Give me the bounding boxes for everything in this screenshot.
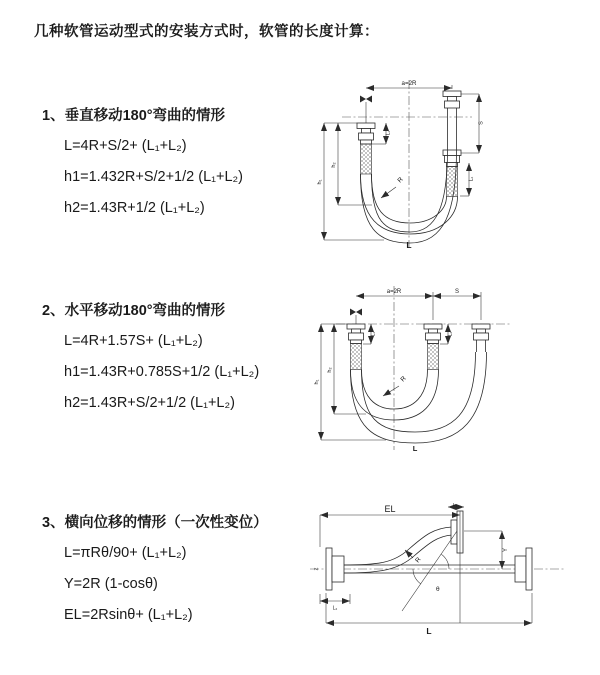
dim-label-s: S: [454, 289, 460, 295]
formula: h1=1.432R+S/2+1/2 (L₁+L₂): [64, 169, 244, 185]
section-3-heading: 3、横向位移的情形（一次性变位）: [42, 515, 268, 531]
dim-label-l1: L₁: [370, 331, 377, 337]
radius-label: R: [414, 556, 423, 565]
angle-arc: [441, 554, 449, 569]
section-1-heading: 1、垂直移动180°弯曲的情形: [42, 108, 226, 124]
formula: h1=1.43R+0.785S+1/2 (L₁+L₂): [64, 364, 260, 380]
formula: Y=2R (1-cosθ): [64, 576, 158, 592]
axis-label: Z: [313, 567, 319, 571]
diagram-vertical-180-bend: [314, 77, 559, 252]
right-fitting: [472, 324, 490, 352]
section-3-formulas: [42, 538, 268, 631]
dim-label-a2r: a=2R: [401, 80, 417, 87]
left-fitting: [347, 324, 365, 370]
hose-curves: [351, 352, 487, 443]
braided-hose-section: [361, 144, 372, 174]
dim-label-h1: h₁: [314, 379, 320, 385]
radius-label: R: [396, 176, 405, 185]
dim-label-y: Y: [503, 547, 509, 553]
braided-hose-section: [351, 344, 362, 370]
dim-label-s: S: [478, 121, 485, 125]
dim-label-l2: L₂: [332, 605, 338, 612]
dim-label-h1: h₁: [317, 179, 323, 185]
dim-label-h2: h₂: [331, 162, 337, 168]
page-title: 几种软管运动型式的安装方式时，软管的长度计算：: [34, 24, 379, 40]
dim-label-l1: L₁: [385, 130, 392, 136]
angle-label: θ: [436, 586, 440, 593]
radius-arrow: [383, 386, 399, 396]
section-1-formulas: [42, 131, 243, 224]
section-2: [42, 299, 259, 419]
right-lower-fitting: [443, 150, 461, 197]
dim-label-h2: h₂: [327, 367, 333, 373]
formula: L=4R+1.57S+ (L₁+L₂): [64, 333, 203, 349]
formula: EL=2Rsinθ+ (L₁+L₂): [64, 607, 193, 623]
section-2-heading: 2、水平移动180°弯曲的情形: [42, 303, 226, 319]
radius-label: R: [399, 375, 408, 384]
section-3: [42, 511, 268, 631]
section-2-formulas: [42, 326, 259, 419]
left-flange: [326, 548, 344, 590]
dim-label-l: L: [426, 626, 432, 636]
formula: h2=1.43R+S/2+1/2 (L₁+L₂): [64, 395, 235, 411]
formula: h2=1.43R+1/2 (L₁+L₂): [64, 200, 205, 216]
right-upper-fitting: [443, 91, 461, 150]
dim-label-l2: L₂: [468, 176, 475, 182]
diagram-horizontal-180-bend: [311, 282, 571, 454]
dim-label-el: EL: [384, 504, 396, 514]
radius-arrow: [381, 187, 396, 198]
diagram-lateral-displacement: [306, 501, 571, 639]
hose-s-curve: [344, 527, 452, 573]
dim-label-l: L: [406, 240, 412, 250]
upper-flange: [451, 511, 463, 553]
left-fitting: [357, 123, 375, 174]
dim-label-l: L: [412, 444, 418, 453]
valve-icon: [350, 309, 362, 316]
braided-hose-section: [428, 344, 439, 370]
formula: L=πRθ/90+ (L₁+L₂): [64, 545, 187, 561]
angle-arc: [413, 569, 421, 584]
valve-icon: [360, 96, 372, 103]
dim-label-l1: L₁: [452, 502, 458, 508]
middle-fitting: [424, 324, 442, 370]
radius-arrow: [405, 550, 413, 558]
dim-label-a2r: a=2R: [386, 289, 402, 295]
dim-label-l2: L₂: [447, 331, 454, 337]
construction-diagonal: [402, 531, 457, 611]
section-1: [42, 104, 243, 224]
formula: L=4R+S/2+ (L₁+L₂): [64, 138, 187, 154]
